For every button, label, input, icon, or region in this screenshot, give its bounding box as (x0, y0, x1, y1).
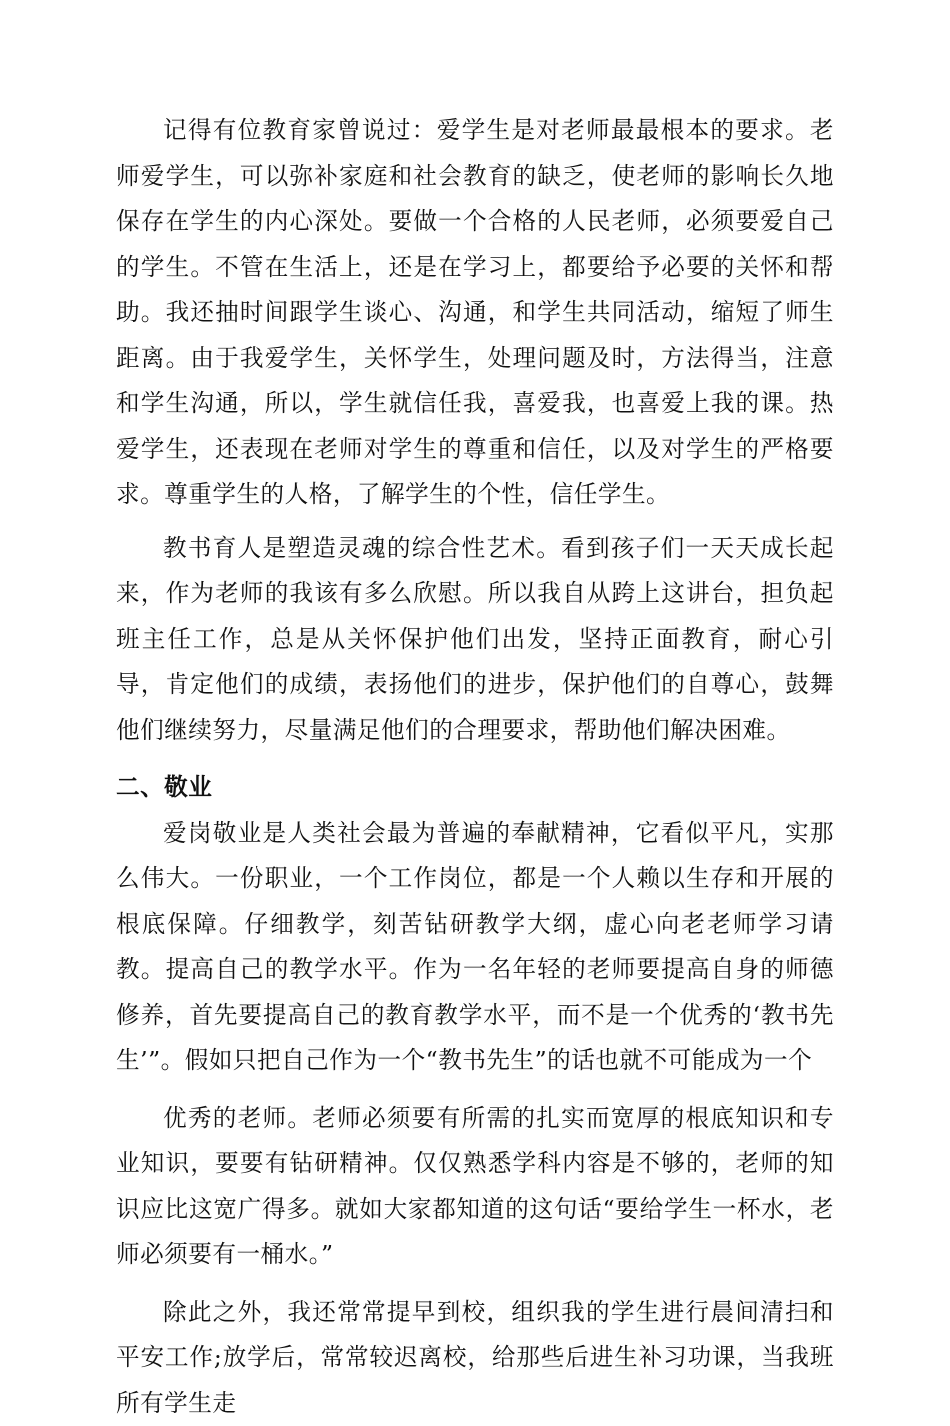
document-page (116, 108, 834, 1426)
paragraph-dedication: 爱岗敬业是人类社会最为普遍的奉献精神，它看似平凡，实那么伟大。一份职业，一个工作岗位，都是一个人赖以生存和开展的根底保障。仔细教学，刻苦钻研教学大纲，虚心向老老师学习请教。提高自己的教学水平。作为一名年轻的老师要提高自身的师德修养，首先要提高自己的教育教学水平，而不是一个优秀的‘教书先生’”。假如只把自己作为一个“教书先生”的话也就不可能成为一个 (116, 811, 834, 1084)
paragraph-extra-work: 除此之外，我还常常提早到校，组织我的学生进行晨间清扫和平安工作;放学后，常常较迟离校，给那些后进生补习功课，当我班所有学生走 (116, 1290, 834, 1426)
paragraph-excellent-teacher: 优秀的老师。老师必须要有所需的扎实而宽厚的根底知识和专业知识，要要有钻研精神。仅仅熟悉学科内容是不够的，老师的知识应比这宽广得多。就如大家都知道的这句话“要给学生一杯水，老师必须要有一桶水。” (116, 1096, 834, 1278)
paragraph-teaching-art: 教书育人是塑造灵魂的综合性艺术。看到孩子们一天天成长起来，作为老师的我该有多么欣慰。所以我自从跨上这讲台，担负起班主任工作，总是从关怀保护他们出发，坚持正面教育，耐心引导，肯定他们的成绩，表扬他们的进步，保护他们的自尊心，鼓舞他们继续努力，尽量满足他们的合理要求，帮助他们解决困难。 (116, 526, 834, 754)
paragraph-love-students: 记得有位教育家曾说过：爱学生是对老师最最根本的要求。老师爱学生，可以弥补家庭和社会教育的缺乏，使老师的影响长久地保存在学生的内心深处。要做一个合格的人民老师，必须要爱自己的学生。不管在生活上，还是在学习上，都要给予必要的关怀和帮助。我还抽时间跟学生谈心、沟通，和学生共同活动，缩短了师生距离。由于我爱学生，关怀学生，处理问题及时，方法得当，注意和学生沟通，所以，学生就信任我，喜爱我，也喜爱上我的课。热爱学生，还表现在老师对学生的尊重和信任，以及对学生的严格要求。尊重学生的人格，了解学生的个性，信任学生。 (116, 108, 834, 518)
section-heading-dedication: 二、敬业 (116, 765, 834, 811)
